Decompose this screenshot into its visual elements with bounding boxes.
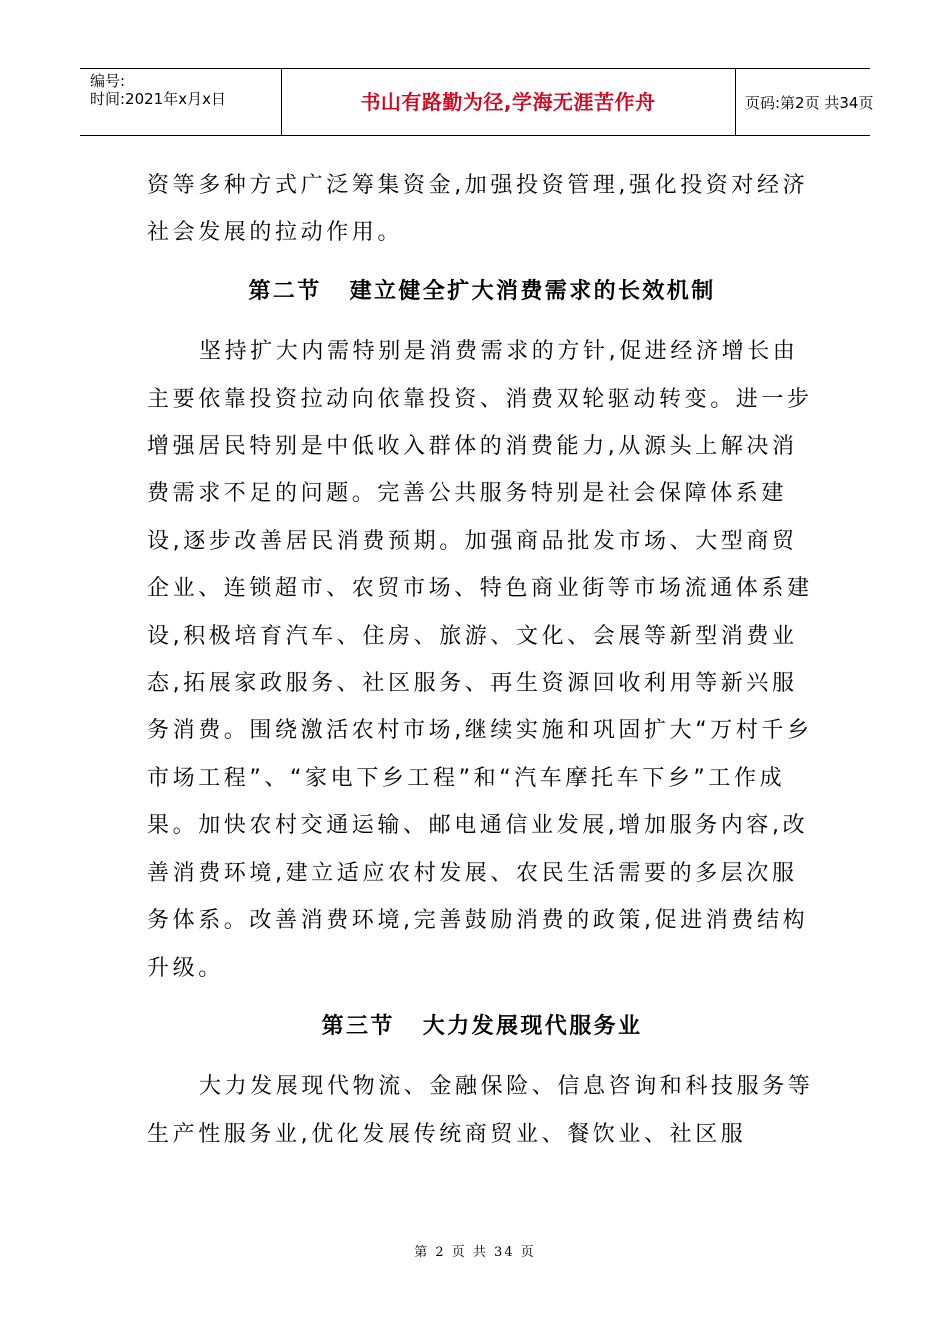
document-body bbox=[147, 162, 817, 1158]
header-meta-cell bbox=[80, 69, 282, 135]
section-title: 大力发展现代服务业 bbox=[422, 1013, 643, 1039]
section-heading bbox=[147, 268, 817, 315]
section-heading bbox=[147, 1003, 817, 1050]
document-code-label: 编号: bbox=[90, 72, 126, 90]
header-motto-cell bbox=[281, 69, 736, 135]
section-title: 建立健全扩大消费需求的长效机制 bbox=[349, 278, 716, 304]
header-motto: 书山有路勤为径,学海无涯苦作舟 bbox=[360, 90, 656, 114]
header-page-info: 页码:第2页 共34页 bbox=[745, 94, 874, 112]
page-footer: 第 2 页 共 34 页 bbox=[414, 1245, 536, 1260]
section-paragraph: 坚持扩大内需特别是消费需求的方针,促进经济增长由主要依靠投资拉动向依靠投资、消费双轮驱动转变。进一步增强居民特别是中低收入群体的消费能力,从源头上解决消费需求不足的问题。完善公共服务特别是社会保障体系建设,逐步改善居民消费预期。加强商品批发市场、大型商贸企业、连锁超市、农贸市场、特色商业街等市场流通体系建设,积极培育汽车、住房、旅游、文化、会展等新型消费业态,拓展家政服务、社区服务、再生资源回收利用等新兴服务消费。围绕激活农村市场,继续实施和巩固扩大“万村千乡市场工程”、“家电下乡工程”和“汽车摩托车下乡”工作成果。加快农村交通运输、邮电通信业发展,增加服务内容,改善消费环境,建立适应农村发展、农民生活需要的多层次服务体系。改善消费环境,完善鼓励消费的政策,促进消费结构升级。 bbox=[147, 339, 813, 981]
section-paragraph: 大力发展现代物流、金融保险、信息咨询和科技服务等生产性服务业,优化发展传统商贸业、餐饮业、社区服 bbox=[147, 1074, 814, 1147]
section-number: 第三节 bbox=[321, 1013, 395, 1039]
header-page-cell bbox=[735, 69, 874, 135]
document-time-label: 时间:2021年x月x日 bbox=[90, 90, 226, 108]
document-header bbox=[80, 68, 874, 136]
continuation-paragraph: 资等多种方式广泛筹集资金,加强投资管理,强化投资对经济社会发展的拉动作用。 bbox=[147, 173, 809, 246]
section-number: 第二节 bbox=[248, 278, 322, 304]
